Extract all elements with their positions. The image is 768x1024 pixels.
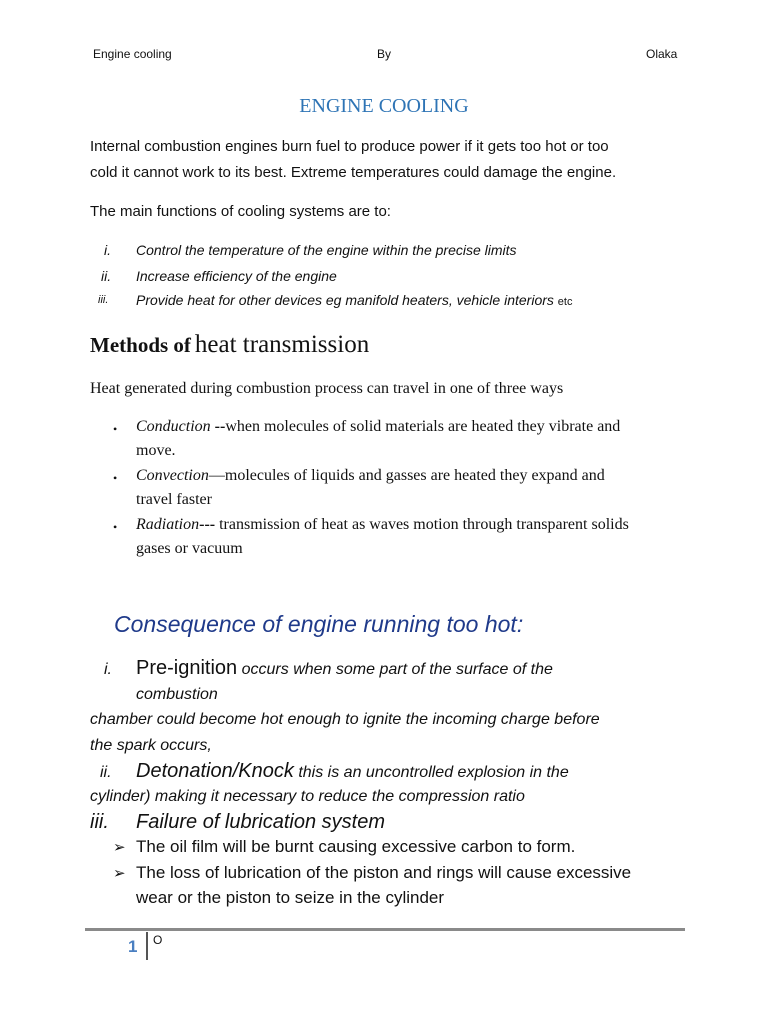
bullet-icon: •	[113, 471, 118, 485]
footer-rule	[85, 928, 685, 931]
method-term: Radiation	[136, 516, 200, 533]
method-term: Convection	[136, 467, 209, 484]
consequence-desc: this is an uncontrolled explosion in the	[293, 764, 569, 781]
header-right: Olaka	[646, 47, 678, 61]
function-number: iii.	[98, 294, 109, 306]
consequence-number: iii.	[90, 811, 109, 833]
function-item: Increase efficiency of the engine	[136, 268, 337, 284]
function-item-text: Provide heat for other devices eg manifold heaters, vehicle interiors	[136, 292, 558, 308]
consequence-desc-cont: cylinder) making it necessary to reduce the compression ratio	[90, 788, 525, 805]
arrow-bullet-icon: ➢	[113, 839, 126, 856]
consequence-number: ii.	[100, 764, 112, 781]
method-sep: —	[208, 467, 225, 484]
method-desc: transmission of heat as waves motion through transparent solids	[215, 516, 629, 533]
sub-item-1: The oil film will be burnt causing excessive carbon to form.	[136, 837, 576, 856]
method-sep: --	[210, 418, 226, 435]
function-number: i.	[104, 242, 111, 258]
intro-line-1: Internal combustion engines burn fuel to produce power if it gets too hot or too	[90, 138, 609, 155]
page-number: 1	[128, 937, 138, 956]
methods-intro: Heat generated during combustion process can travel in one of three ways	[90, 380, 564, 397]
function-number: ii.	[101, 268, 112, 284]
header-center: By	[377, 47, 392, 61]
footer-divider	[146, 932, 148, 960]
consequence-desc-cont: chamber could become hot enough to ignite the incoming charge before	[90, 711, 600, 728]
methods-heading	[90, 331, 369, 359]
consequence-number: i.	[104, 661, 112, 678]
consequence-term: Pre-ignition	[136, 657, 238, 679]
method-radiation	[136, 516, 629, 534]
method-desc: when molecules of solid materials are heated they vibrate and	[225, 418, 621, 435]
methods-heading-a: Methods of	[90, 333, 191, 357]
method-term: Conduction	[136, 418, 211, 435]
header-left: Engine cooling	[93, 47, 172, 61]
method-convection	[136, 467, 605, 485]
consequence-item-2	[136, 760, 569, 783]
consequence-desc-cont: combustion	[136, 686, 218, 703]
intro-line-2: cold it cannot work to its best. Extreme temperatures could damage the engine.	[90, 164, 617, 181]
consequence-term: Detonation/Knock	[136, 760, 294, 782]
consequence-desc: occurs when some part of the surface of the	[237, 661, 553, 678]
footer-mark: O	[153, 933, 163, 947]
method-conduction	[136, 418, 620, 436]
function-item-suffix: etc	[557, 296, 573, 308]
sub-item-2-cont: wear or the piston to seize in the cylinder	[136, 888, 445, 907]
method-desc-cont: gases or vacuum	[136, 540, 243, 557]
function-item	[136, 292, 572, 308]
sub-item-2: The loss of lubrication of the piston and rings will cause excessive	[136, 863, 632, 882]
consequence-desc-cont: the spark occurs,	[90, 737, 212, 754]
method-desc-cont: travel faster	[136, 491, 212, 508]
consequence-heading: Consequence of engine running too hot:	[114, 611, 524, 637]
consequence-item-3: Failure of lubrication system	[136, 811, 385, 833]
method-sep: ---	[199, 516, 216, 533]
methods-heading-b: heat transmission	[194, 331, 370, 358]
functions-heading: The main functions of cooling systems are to:	[90, 203, 391, 220]
method-desc-cont: move.	[136, 442, 176, 459]
bullet-icon: •	[113, 520, 118, 534]
arrow-bullet-icon: ➢	[113, 865, 126, 882]
method-desc: molecules of liquids and gasses are heated they expand and	[224, 467, 605, 484]
function-item: Control the temperature of the engine within the precise limits	[136, 242, 517, 258]
page-title: ENGINE COOLING	[299, 95, 469, 117]
bullet-icon: •	[113, 422, 118, 436]
consequence-item-1	[136, 657, 553, 680]
